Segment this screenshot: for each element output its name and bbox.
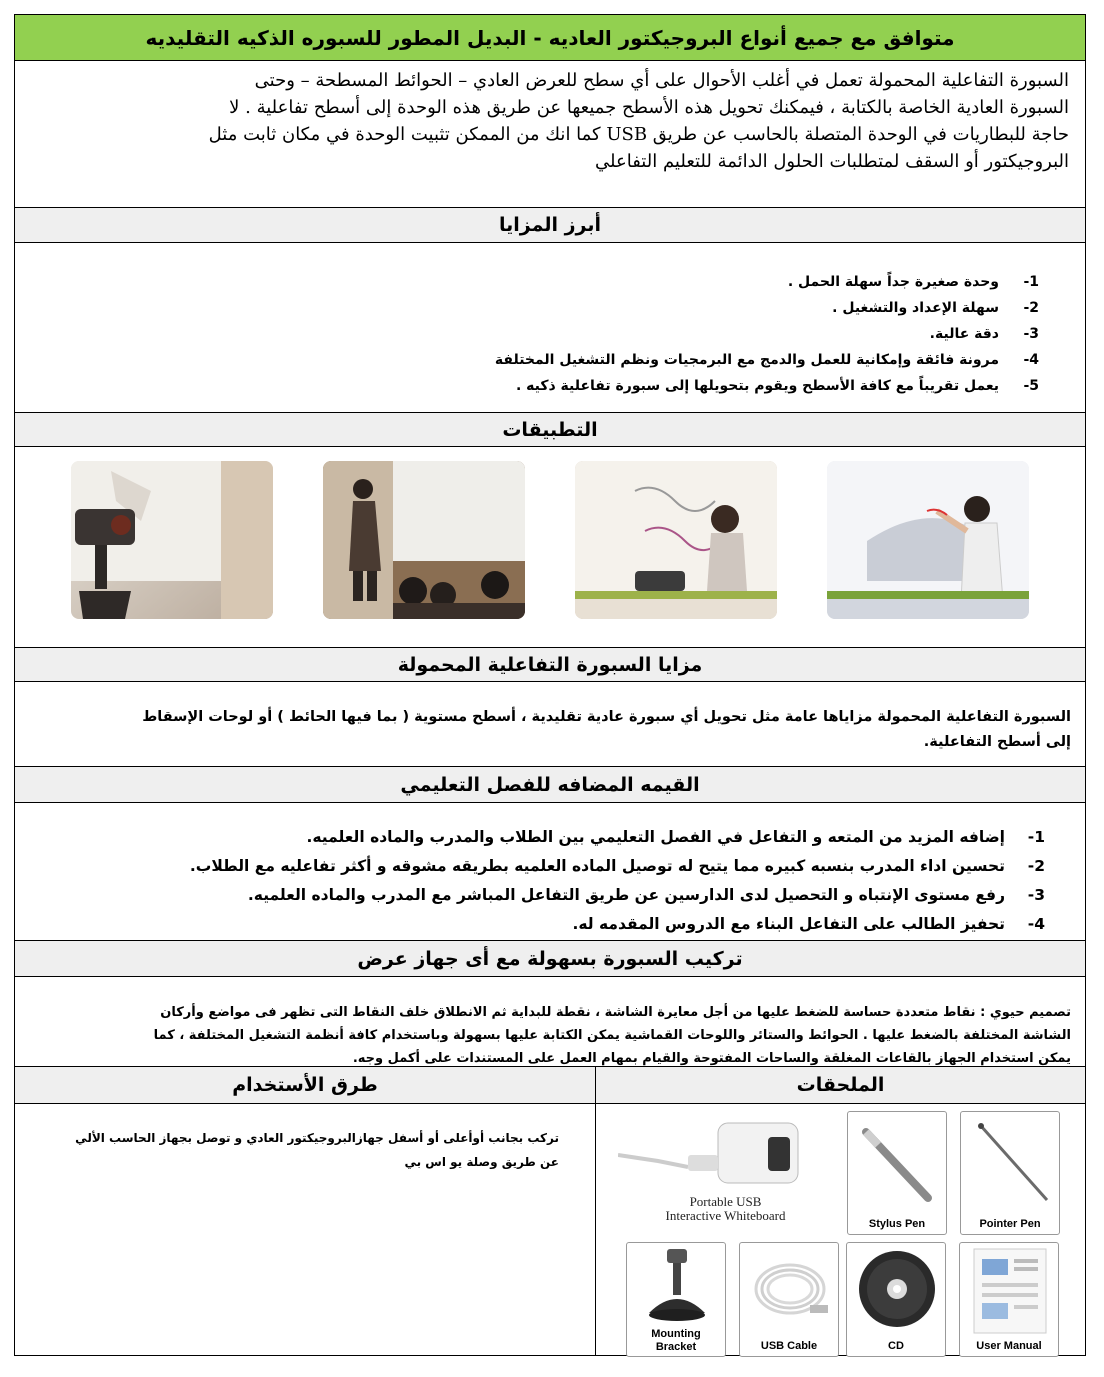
- accessory-user-manual: [959, 1242, 1059, 1357]
- usage-title: طرق الأستخدام: [15, 1067, 595, 1104]
- item-number: 4-: [1027, 915, 1045, 933]
- application-photo-projector-unit: [71, 461, 273, 619]
- item-number: 2-: [1023, 300, 1039, 316]
- install-line: يمكن استخدام الجهاز بالقاعات المغلقة والساحات المفتوحة والقيام بمهام العمل على المستندات على أكمل وجه.: [352, 1051, 1071, 1066]
- application-photo-boy-drawing: [827, 461, 1029, 619]
- usage-column: [15, 1067, 596, 1355]
- accessory-usb-whiteboard: [618, 1111, 833, 1233]
- item-number: 5-: [1023, 378, 1039, 394]
- list-item: [190, 881, 1045, 910]
- stylus-pen-icon: [848, 1112, 947, 1212]
- accessory-label: Stylus Pen: [868, 1218, 926, 1230]
- intro-line: البروجيكتور أو السقف لمتطلبات الحلول الدائمة للتعليم التفاعلي: [595, 151, 1069, 172]
- item-text: تحفيز الطالب على التفاعل البناء مع الدروس المقدمه له.: [572, 915, 1005, 933]
- portable-line: إلى أسطح التفاعلية.: [923, 734, 1071, 750]
- portable-line: السبورة التفاعلية المحمولة مزاياها عامة مثل تحويل أي سبورة عادية تقليدية ، أسطح مستوية ( بما فيها الحائط ) أو لوحات الإسقاط: [142, 709, 1071, 725]
- list-item: [495, 295, 1039, 321]
- portable-paragraph: [15, 682, 1085, 767]
- accessory-usb-cable: [739, 1242, 839, 1357]
- item-text: سهلة الإعداد والتشغيل .: [832, 300, 999, 316]
- intro-line: السبورة التفاعلية المحمولة تعمل في أغلب الأحوال على أي سطح للعرض العادي – الحوائط المسطحة – وحتى: [254, 70, 1069, 91]
- install-paragraph: [15, 977, 1085, 1067]
- list-item: [495, 269, 1039, 295]
- usb-whiteboard-device-icon: [618, 1111, 833, 1201]
- accessories-title: الملحقات: [596, 1067, 1085, 1104]
- accessory-cd: [846, 1242, 946, 1357]
- list-item: [190, 823, 1045, 852]
- install-title: تركيب السبورة بسهولة مع أى جهاز عرض: [15, 941, 1085, 977]
- usage-line: عن طريق وصلة يو اس بي: [404, 1155, 559, 1169]
- accessory-label: Portable USB Interactive Whiteboard: [665, 1194, 786, 1223]
- list-item: [495, 347, 1039, 373]
- item-text: وحدة صغيرة جداً سهلة الحمل .: [787, 274, 999, 290]
- usage-paragraph: [15, 1104, 595, 1174]
- item-text: إضافه المزيد من المتعه و التفاعل في الفصل التعليمي بين الطلاب والمدرب والماده العلميه.: [306, 828, 1005, 846]
- list-item: [495, 373, 1039, 399]
- accessory-stylus-pen: [847, 1111, 947, 1235]
- document-sheet: [14, 14, 1086, 1356]
- features-section: [15, 243, 1085, 413]
- portable-title: مزايا السبورة التفاعلية المحمولة: [15, 648, 1085, 682]
- intro-paragraph: [15, 61, 1085, 208]
- applications-photos: [15, 447, 1085, 648]
- intro-line: السبورة العادية الخاصة بالكتابة ، فيمكنك تحويل هذه الأسطح جميعها عن طريق هذه الوحدة إلى أسطح تفاعلية . لا: [229, 97, 1069, 118]
- accessory-label: USB Cable: [760, 1340, 818, 1352]
- item-text: دقة عالية.: [929, 326, 999, 342]
- item-number: 1-: [1023, 274, 1039, 290]
- value-list: [190, 823, 1045, 939]
- list-item: [190, 910, 1045, 939]
- item-number: 3-: [1027, 886, 1045, 904]
- item-number: 2-: [1027, 857, 1045, 875]
- item-number: 1-: [1027, 828, 1045, 846]
- accessory-label: Pointer Pen: [979, 1218, 1041, 1230]
- list-item: [495, 321, 1039, 347]
- accessory-pointer-pen: [960, 1111, 1060, 1235]
- item-text: مرونة فائقة وإمكانية للعمل والدمج مع البرمجيات ونظم التشغيل المختلفة: [494, 352, 999, 368]
- cd-icon: [847, 1243, 946, 1335]
- features-title: أبرز المزايا: [15, 208, 1085, 243]
- accessory-label: Mounting Bracket: [651, 1328, 701, 1353]
- user-manual-icon: [960, 1243, 1059, 1335]
- applications-title: التطبيقات: [15, 413, 1085, 447]
- list-item: [190, 852, 1045, 881]
- features-list: [495, 269, 1039, 399]
- accessory-label: User Manual: [976, 1340, 1042, 1352]
- intro-line: حاجة للبطاريات في الوحدة المتصلة بالحاسب عن طريق USB كما انك من الممكن تثبيت الوحدة في مكان ثابت مثل: [208, 124, 1069, 145]
- item-number: 4-: [1023, 352, 1039, 368]
- mounting-bracket-icon: [627, 1243, 726, 1331]
- value-title: القيمه المضافه للفصل التعليمي: [15, 767, 1085, 803]
- item-text: تحسين اداء المدرب بنسبه كبيره مما يتيح له توصيل الماده العلميه بطريقه مشوقه و أكثر تفاعليه مع الطلاب.: [189, 857, 1005, 875]
- usb-cable-icon: [740, 1243, 839, 1335]
- application-photo-child-whiteboard: [575, 461, 777, 619]
- banner-title: متوافق مع جميع أنواع البروجيكتور العاديه - البديل المطور للسبوره الذكيه التقليديه: [15, 15, 1085, 61]
- item-text: رفع مستوى الإنتباه و التحصيل لدى الدارسين عن طريق التفاعل المباشر مع المدرب والماده العلميه.: [247, 886, 1005, 904]
- value-section: [15, 803, 1085, 941]
- install-line: الشاشة المختلفة بالضغط عليها . الحوائط والستائر واللوحات القماشية يمكن الكتابة عليها بسهولة وباستخدام كافة أنظمة التشغيل المختلفة ، كما: [153, 1028, 1071, 1043]
- usage-line: تركب بجانب أوأعلى أو أسفل جهازالبروجيكتور العادي و توصل بجهاز الحاسب الألي: [75, 1131, 559, 1145]
- item-text: يعمل تقريباً مع كافة الأسطح ويقوم بتحويلها إلى سبورة تفاعلية ذكيه .: [515, 378, 999, 394]
- accessories-column: [596, 1067, 1085, 1355]
- item-number: 3-: [1023, 326, 1039, 342]
- install-line: تصميم حيوي : نقاط متعددة حساسة للضغط عليها من أجل معايرة الشاشة ، نقطة للبداية ثم الانطلاق خلف النقاط التى تظهر فى مواضع وأركان: [160, 1005, 1071, 1020]
- pointer-pen-icon: [961, 1112, 1060, 1212]
- accessory-mounting-bracket: [626, 1242, 726, 1357]
- bottom-columns: [15, 1067, 1085, 1355]
- accessory-label: CD: [888, 1340, 904, 1352]
- application-photo-teacher-class: [323, 461, 525, 619]
